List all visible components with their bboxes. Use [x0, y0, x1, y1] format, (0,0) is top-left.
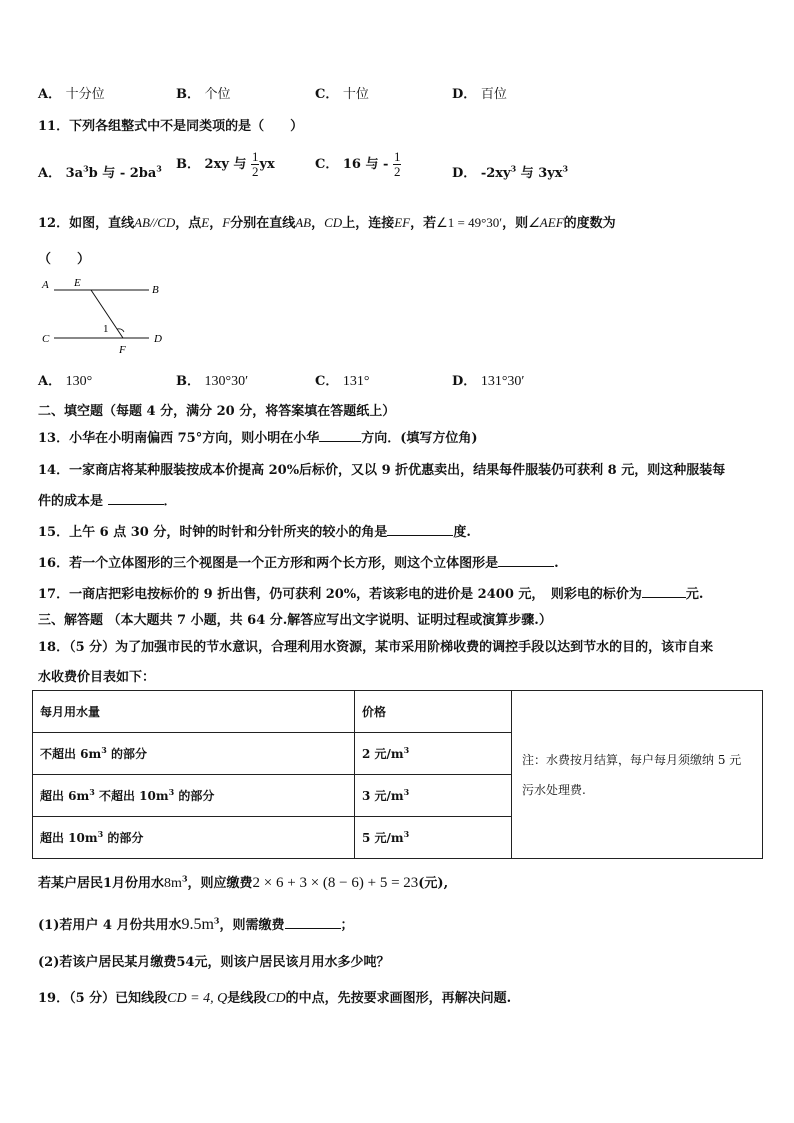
table-header-price: 价格	[355, 691, 512, 733]
label-b: B	[152, 284, 159, 296]
q18-line1: 18．（5 分）为了加强市民的节水意识，合理利用水资源，某市采用阶梯收费的调控手段以达到节水的目的，该市自来	[38, 640, 714, 655]
option-text: 百位	[480, 87, 507, 102]
q10-option-b: B． 个位	[176, 87, 231, 102]
q12-stem: 12．如图，直线AB//CD，点E，F分别在直线AB，CD上，连接EF，若∠1 = 49°30′，则∠AEF的度数为	[38, 215, 616, 231]
answer-blank	[285, 916, 341, 929]
q18-line2: 水收费价目表如下：	[38, 670, 156, 685]
q12-stem-line2: （ ）	[38, 252, 91, 267]
q11-option-d: D． $-2xy^3$ 与 $3yx^3$	[452, 163, 569, 181]
parallel-lines-figure	[36, 272, 176, 358]
label-e: E	[74, 277, 81, 289]
q13: 13．小华在小明南偏西 75°方向，则小明在小华 方向．(填写方位角)	[38, 431, 478, 446]
table-row	[33, 691, 763, 733]
table-cell: 2 元$/m^3$	[355, 733, 512, 775]
q11-option-a: A． $3a^3b$ 与 - $2ba^3$	[38, 163, 162, 181]
q10-option-d: D． 百位	[452, 87, 507, 102]
q14-line2: 件的成本是 ．	[38, 494, 177, 509]
label-c: C	[42, 333, 50, 345]
q12-option-d: D． 131°30′	[452, 374, 525, 389]
table-cell: 3 元$/m^3$	[355, 775, 512, 817]
table-note: 注：水费按月结算，每户每月须缴纳 5 元污水处理费.	[512, 691, 763, 859]
q11-stem: 11．下列各组整式中不是同类项的是（ ）	[38, 119, 304, 134]
q12-option-a: A． 130°	[38, 374, 93, 389]
option-text: 个位	[204, 87, 231, 102]
answer-blank	[319, 429, 361, 442]
table-header-usage: 每月用水量	[33, 691, 355, 733]
water-price-table	[32, 690, 763, 859]
table-cell: 5 元$/m^3$	[355, 817, 512, 859]
answer-blank	[108, 492, 164, 505]
q17: 17．一商店把彩电按标价的 9 折出售，仍可获利 20%，若该彩电的进价是 2400 元， 则彩电的标价为 元.	[38, 587, 704, 602]
q18-sub1: (1)若用户 4 月份共用水$9.5m^3$，则需缴费 ；	[38, 915, 354, 933]
table-cell: 超出 $6m^3$ 不超出 $10m^3$ 的部分	[33, 775, 355, 817]
label-a: A	[42, 279, 49, 291]
option-text: 十位	[342, 87, 369, 102]
option-text: 十分位	[65, 87, 105, 102]
q12-option-c: C． 131°	[315, 374, 370, 389]
q14-line1: 14．一家商店将某种服装按成本价提高 20%后标价，又以 9 折优惠卖出，结果每件服装仍可获利 8 元，则这种服装每	[38, 463, 726, 478]
fraction-one-half: $\frac{1}{2}$	[393, 149, 401, 179]
label-d: D	[154, 333, 162, 345]
q16: 16．若一个立体图形的三个视图是一个正方形和两个长方形，则这个立体图形是 .	[38, 556, 559, 571]
q10-option-c: C． 十位	[315, 87, 369, 102]
section-3-heading: 三、解答题 （本大题共 7 小题，共 64 分.解答应写出文字说明、证明过程或演算步骤.）	[38, 613, 552, 628]
fraction-one-half: $\frac{1}{2}$	[251, 149, 259, 179]
table-cell: 超出 $10m^3$ 的部分	[33, 817, 355, 859]
label-f: F	[119, 344, 126, 356]
label-1: 1	[103, 323, 109, 335]
q18-example: 若某户居民1月份用水$8m^3$，则应缴费2 × 6 + 3 × (8 − 6) + 5 = 23(元),	[38, 873, 449, 891]
q12-option-b: B． 130°30′	[176, 374, 249, 389]
q10-option-a: A． 十分位	[38, 87, 105, 102]
q19: 19．（5 分）已知线段CD = 4, Q是线段CD的中点，先按要求画图形，再解决问题.	[38, 991, 512, 1006]
q11-option-c: C． 16 与 - $\frac{1}{2}$	[315, 149, 401, 179]
table-cell: 不超出 $6m^3$ 的部分	[33, 733, 355, 775]
section-2-heading: 二、填空题（每题 4 分，满分 20 分，将答案填在答题纸上）	[38, 404, 396, 419]
answer-blank	[498, 554, 554, 567]
answer-blank	[642, 585, 686, 598]
q11-option-b: B． 2xy 与 $\frac{1}{2}$ yx	[176, 149, 275, 179]
q15: 15．上午 6 点 30 分，时钟的时针和分针所夹的较小的角是 度.	[38, 525, 471, 540]
q18-sub2: (2)若该户居民某月缴费54元，则该户居民该月用水多少吨？	[38, 955, 390, 970]
answer-blank	[387, 523, 453, 536]
